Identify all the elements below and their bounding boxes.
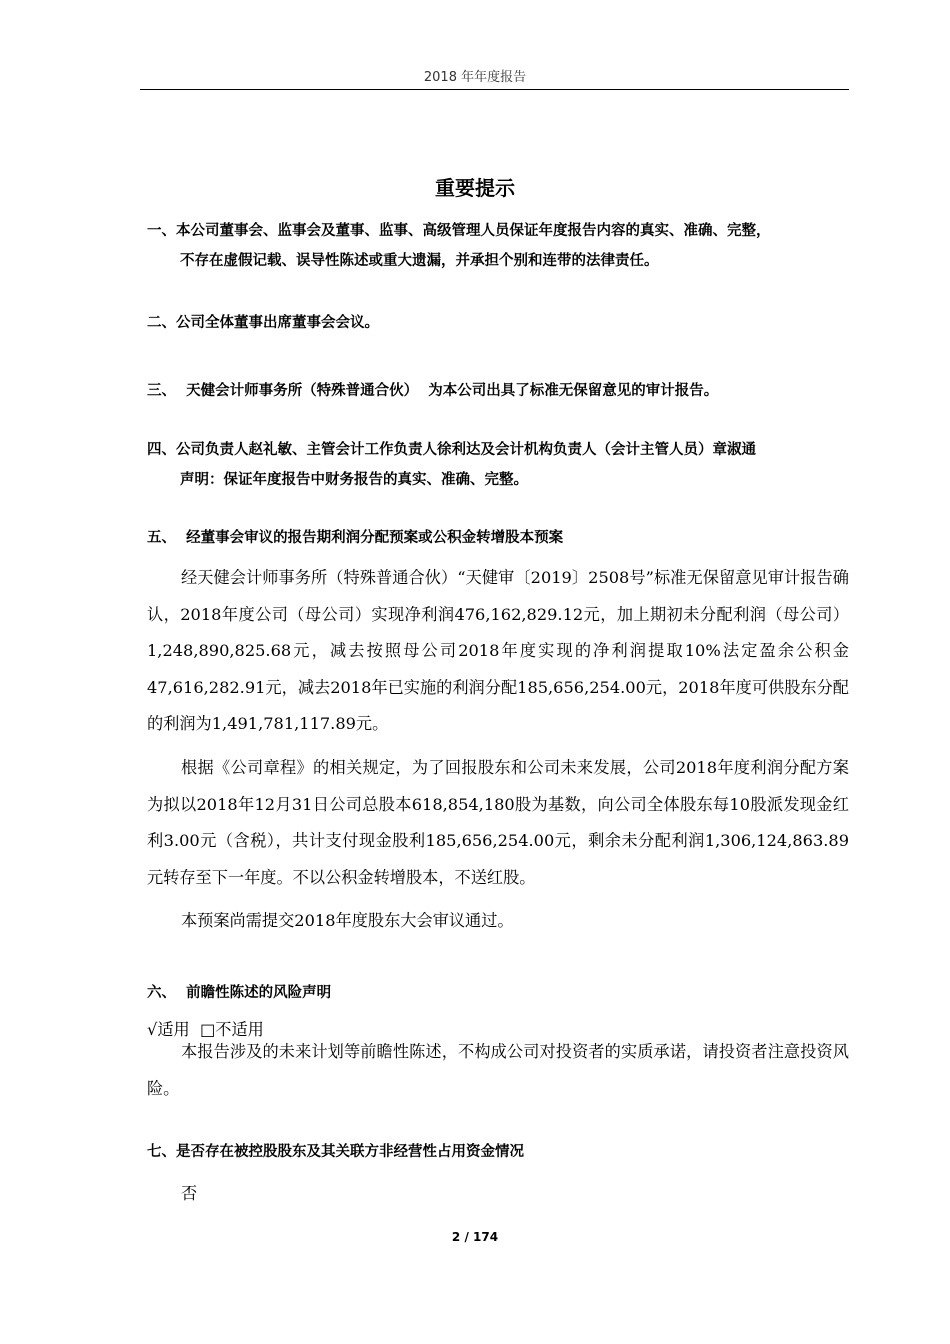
page-title: 重要提示 [435,176,515,200]
notice-item-6-heading [147,978,852,1008]
header-text: 2018 年年度报告 [423,70,527,85]
notice-item-1-line1: 一、本公司董事会、监事会及董事、监事、高级管理人员保证年度报告内容的真实、准确、完整， [147,223,771,239]
applicability-options: √适用 □不适用 [147,1020,264,1039]
notice-item-2-line1: 二、公司全体董事出席董事会会议。 [147,315,379,331]
notice-item-2 [147,308,852,338]
profit-distribution-paragraph: 根据《公司章程》的相关规定，为了回报股东和公司未来发展，公司2018年度利润分配方案为拟以2018年12月31日公司总股本618,854,180股为基数，向公司全体股东每10股派发现金红利3.00元（含税），共计支付现金股利185,656,254.00元，剩余未分配利润1,306,124,863.89元转存至下一年度。不以公积金转增股本，不送红股。 [147,758,849,887]
notice-item-4 [147,435,852,495]
fund-occupation-answer: 否 [181,1184,198,1203]
notice-item-4-line1: 四、公司负责人赵礼敏、主管会计工作负责人徐利达及会计机构负责人（会计主管人员）章淑通 [147,442,756,458]
notice-item-3 [147,376,852,406]
page-number: 2 / 174 [451,1230,499,1244]
notice-item-5-heading [147,523,852,553]
notice-item-1 [147,216,852,276]
notice-item-4-line2: 声明：保证年度报告中财务报告的真实、准确、完整。 [180,472,528,488]
notice-item-5-line1: 五、 经董事会审议的报告期利润分配预案或公积金转增股本预案 [147,530,564,546]
notice-item-3-line1: 三、 天健会计师事务所（特殊普通合伙） 为本公司出具了标准无保留意见的审计报告。 [147,383,719,399]
header-divider [140,89,849,90]
profit-audit-paragraph: 经天健会计师事务所（特殊普通合伙）“天健审〔2019〕2508号”标准无保留意见审计报告确认，2018年度公司（母公司）实现净利润476,162,829.12元，加上期初未分配利润（母公司）1,248,890,825.68元，减去按照母公司2018年度实现的净利润提取10%法定盈余公积金47,616,282.91元，减去2018年已实施的利润分配185,656,254.00元，2018年度可供股东分配的利润为1,491,781,117.89元。 [147,568,849,734]
forward-looking-statement: 本报告涉及的未来计划等前瞻性陈述，不构成公司对投资者的实质承诺，请投资者注意投资风险。 [147,1042,849,1098]
approval-note-paragraph: 本预案尚需提交2018年度股东大会审议通过。 [181,911,514,930]
notice-item-7-heading [147,1137,852,1167]
notice-item-7-line1: 七、是否存在被控股股东及其关联方非经营性占用资金情况 [147,1144,524,1160]
notice-item-6-line1: 六、 前瞻性陈述的风险声明 [147,985,332,1001]
notice-item-1-line2: 不存在虚假记载、误导性陈述或重大遗漏，并承担个别和连带的法律责任。 [180,253,659,269]
